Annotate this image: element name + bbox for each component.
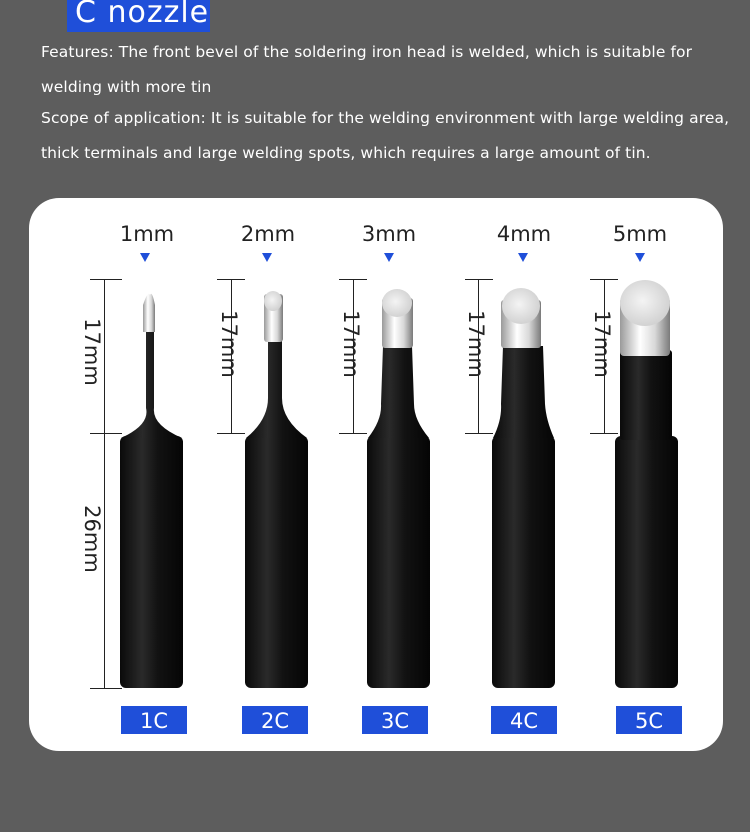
dimension-tick (590, 433, 618, 434)
tip-code-badge-1c: 1C (121, 706, 187, 734)
tip-length-label: 17mm (216, 310, 241, 378)
tip-code-badge-2c: 2C (242, 706, 308, 734)
dimension-tick (90, 433, 122, 434)
tip-code-badge-3c: 3C (362, 706, 428, 734)
tip-size-label-3: 3mm (361, 222, 417, 246)
body-length-label: 26mm (79, 505, 104, 573)
tip-size-label-5: 5mm (612, 222, 668, 246)
dimension-tick (90, 688, 122, 689)
dimension-tick (465, 279, 493, 280)
dimension-line (104, 279, 105, 688)
tip-length-label: 17mm (338, 310, 363, 378)
tip-length-label: 17mm (463, 310, 488, 378)
tip-length-label: 17mm (589, 310, 614, 378)
tip-1c-drawing (120, 294, 183, 688)
tip-size-label-2: 2mm (240, 222, 296, 246)
dimension-tick (465, 433, 493, 434)
scope-text: Scope of application: It is suitable for the welding environment with large welding area, thick terminals and large welding spots, which requires a large amount of tin. (41, 109, 730, 162)
tip-5c-drawing (615, 280, 678, 688)
tip-length-label: 17mm (79, 318, 104, 386)
tip-code-badge-4c: 4C (491, 706, 557, 734)
tip-code-badge-5c: 5C (616, 706, 682, 734)
tip-size-label-4: 4mm (496, 222, 552, 246)
tip-2c-drawing (245, 291, 308, 688)
tip-3c-drawing (367, 289, 430, 688)
page-title: C nozzle (67, 0, 210, 32)
tip-4c-drawing (492, 288, 555, 688)
features-text: Features: The front bevel of the soldering iron head is welded, which is suitable for welding with more tin (41, 43, 693, 96)
dimension-tick (339, 433, 367, 434)
dimension-tick (217, 433, 245, 434)
dimension-tick (90, 279, 122, 280)
tip-size-label-1: 1mm (119, 222, 175, 246)
